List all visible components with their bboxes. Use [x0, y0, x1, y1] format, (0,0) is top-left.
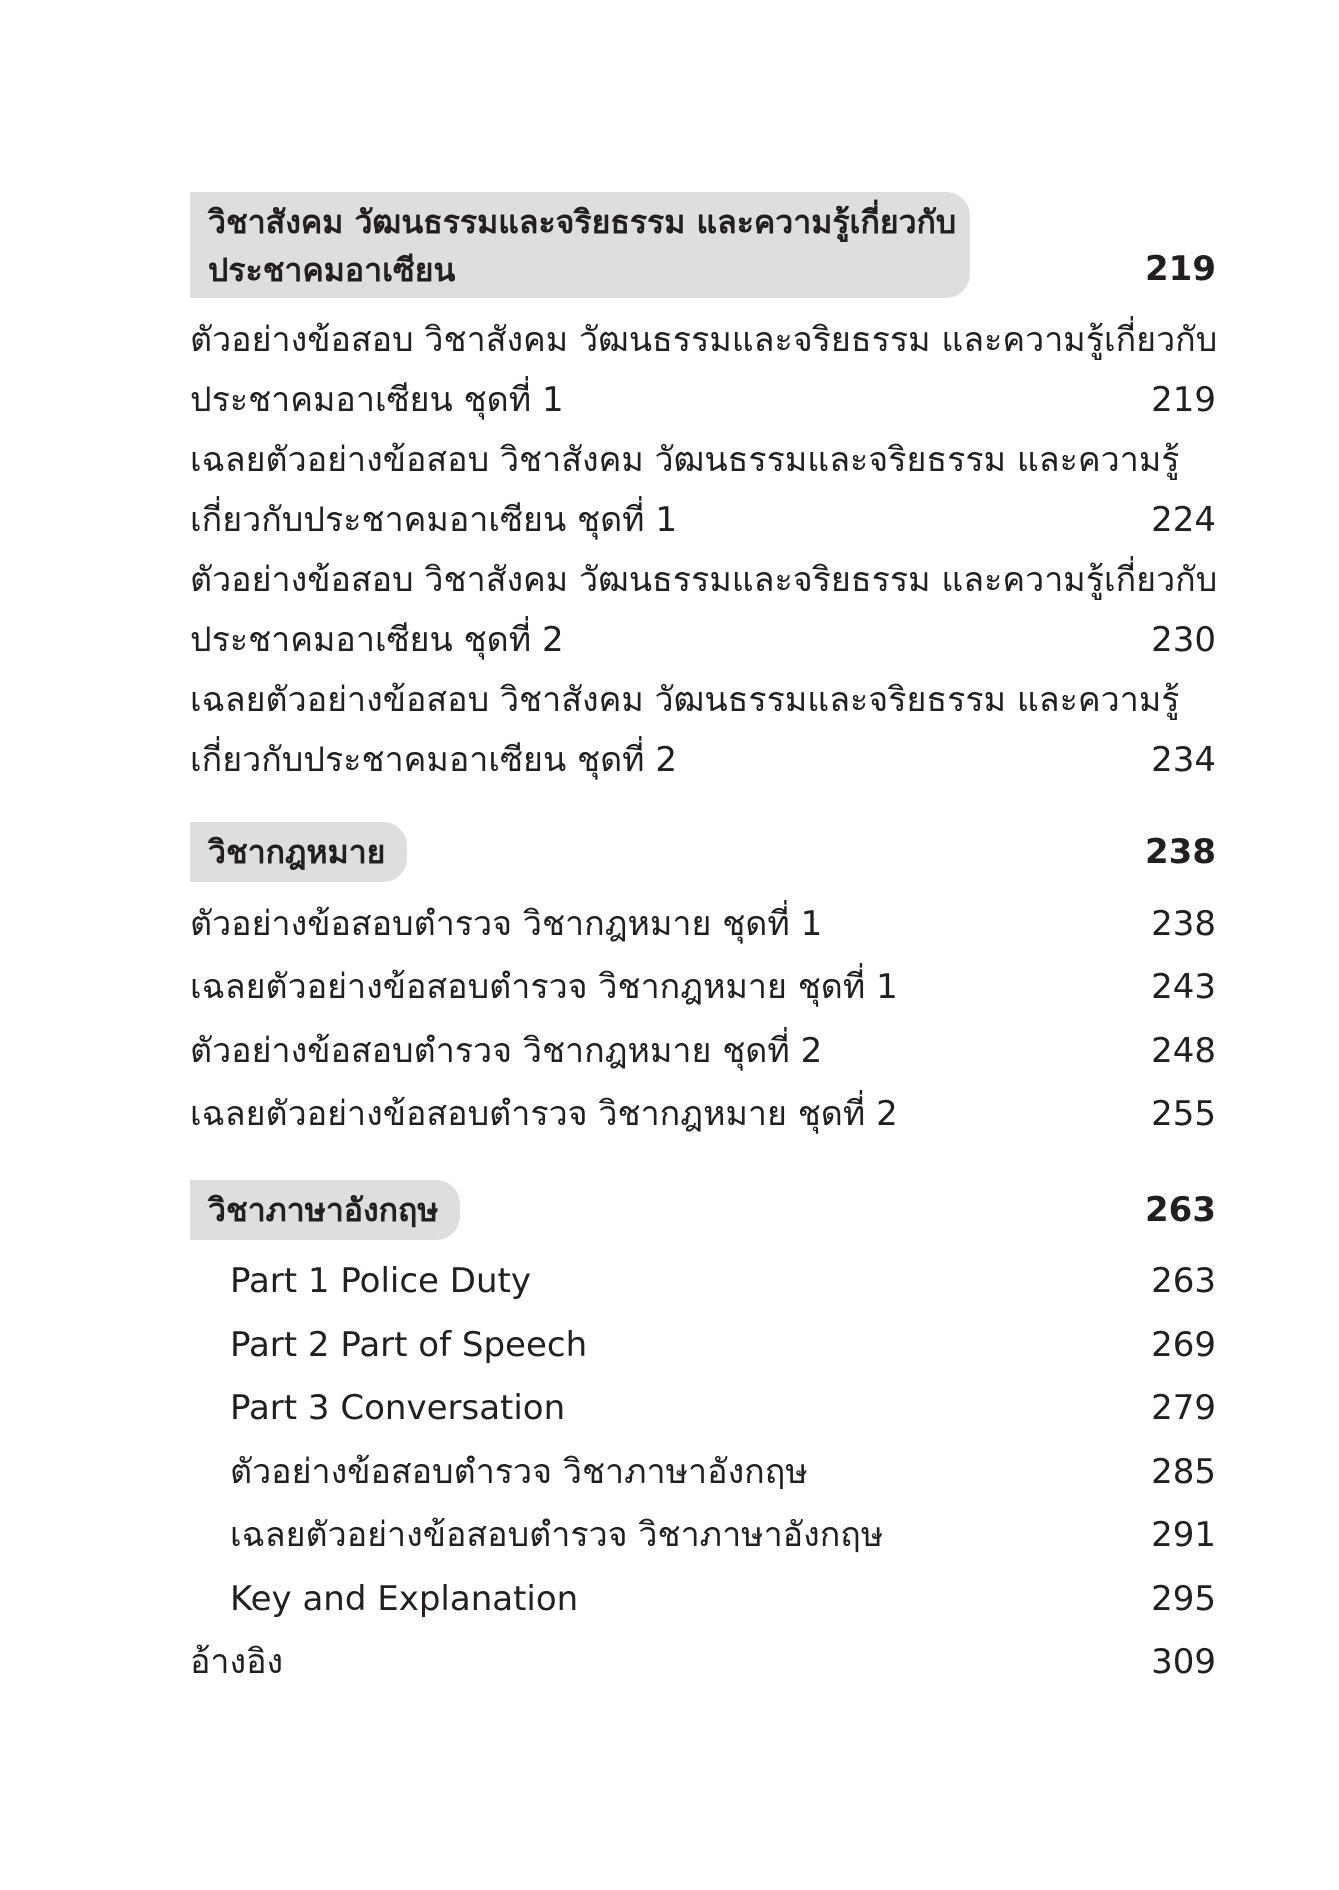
toc-entry-page: 285: [1151, 1452, 1216, 1492]
toc-entry-line: ตัวอย่างข้อสอบตำรวจ วิชาภาษาอังกฤษ: [230, 1452, 808, 1492]
toc-entry-page: 224: [1151, 500, 1216, 540]
toc-entry-page: 291: [1151, 1515, 1216, 1555]
section-title-line: ประชาคมอาเซียน: [208, 251, 456, 289]
toc-entry: [230, 1257, 531, 1305]
toc-entry: [190, 900, 822, 948]
toc-entry-page: 230: [1151, 620, 1216, 660]
toc-entry: [190, 670, 1180, 790]
toc-entry: [190, 550, 1217, 670]
toc-entry-page: 238: [1151, 904, 1216, 944]
toc-entry-page: 269: [1151, 1325, 1216, 1365]
toc-entry: [190, 1090, 898, 1138]
toc-entry-page: 243: [1151, 967, 1216, 1007]
section-page-number: 263: [1145, 1190, 1216, 1230]
toc-entry: [230, 1321, 587, 1369]
toc-entry: [190, 430, 1180, 550]
toc-entry: [230, 1575, 578, 1623]
toc-entry-line: เกี่ยวกับประชาคมอาเซียน ชุดที่ 2: [190, 740, 678, 780]
toc-entry-line: Part 1 Police Duty: [230, 1261, 531, 1301]
toc-entry: [190, 963, 898, 1011]
toc-entry-line: ตัวอย่างข้อสอบตำรวจ วิชากฎหมาย ชุดที่ 1: [190, 904, 823, 944]
toc-entry-line: เกี่ยวกับประชาคมอาเซียน ชุดที่ 1: [190, 500, 678, 540]
toc-entry: [230, 1448, 808, 1496]
toc-entry-line: เฉลยตัวอย่างข้อสอบ วิชาสังคม วัฒนธรรมและจริยธรรม และความรู้: [190, 440, 1180, 480]
toc-entry-line: ตัวอย่างข้อสอบ วิชาสังคม วัฒนธรรมและจริยธรรม และความรู้เกี่ยวกับ: [190, 560, 1218, 600]
section-page-number: 238: [1145, 832, 1216, 872]
toc-entry-page: 248: [1151, 1031, 1216, 1071]
toc-entry-line: เฉลยตัวอย่างข้อสอบตำรวจ วิชากฎหมาย ชุดที่ 2: [190, 1094, 898, 1134]
toc-entry: [230, 1384, 565, 1432]
toc-entry-page: 255: [1151, 1094, 1216, 1134]
toc-entry-page: 219: [1151, 380, 1216, 420]
toc-entry: [230, 1511, 883, 1559]
toc-entry-line: ประชาคมอาเซียน ชุดที่ 1: [190, 380, 564, 420]
toc-entry-page: 234: [1151, 740, 1216, 780]
reference-page: 309: [1151, 1642, 1216, 1682]
toc-entry-line: เฉลยตัวอย่างข้อสอบตำรวจ วิชาภาษาอังกฤษ: [230, 1515, 884, 1555]
section-title-line: วิชาสังคม วัฒนธรรมและจริยธรรม และความรู้เกี่ยวกับ: [208, 203, 957, 241]
section-heading-english: [190, 1180, 460, 1240]
toc-entry-line: Part 2 Part of Speech: [230, 1325, 588, 1365]
section-heading-social-studies: [190, 192, 970, 298]
toc-entry-line: เฉลยตัวอย่างข้อสอบ วิชาสังคม วัฒนธรรมและจริยธรรม และความรู้: [190, 680, 1180, 720]
toc-entry-line: ประชาคมอาเซียน ชุดที่ 2: [190, 620, 564, 660]
toc-entry-reference: [190, 1638, 283, 1686]
toc-entry-line: Part 3 Conversation: [230, 1388, 566, 1428]
toc-entry: [190, 1027, 822, 1075]
toc-entry-line: ตัวอย่างข้อสอบตำรวจ วิชากฎหมาย ชุดที่ 2: [190, 1031, 823, 1071]
toc-entry-page: 263: [1151, 1261, 1216, 1301]
section-title-line: วิชากฎหมาย: [208, 833, 386, 871]
toc-entry-page: 295: [1151, 1579, 1216, 1619]
section-heading-law: [190, 822, 407, 882]
section-title-line: วิชาภาษาอังกฤษ: [208, 1191, 439, 1229]
toc-entry-line: ตัวอย่างข้อสอบ วิชาสังคม วัฒนธรรมและจริยธรรม และความรู้เกี่ยวกับ: [190, 320, 1218, 360]
toc-entry-line: Key and Explanation: [230, 1579, 579, 1619]
toc-entry-line: เฉลยตัวอย่างข้อสอบตำรวจ วิชากฎหมาย ชุดที่ 1: [190, 967, 898, 1007]
toc-entry-page: 279: [1151, 1388, 1216, 1428]
section-page-number: 219: [1145, 249, 1216, 289]
toc-entry: [190, 310, 1217, 430]
reference-label: อ้างอิง: [190, 1642, 284, 1682]
